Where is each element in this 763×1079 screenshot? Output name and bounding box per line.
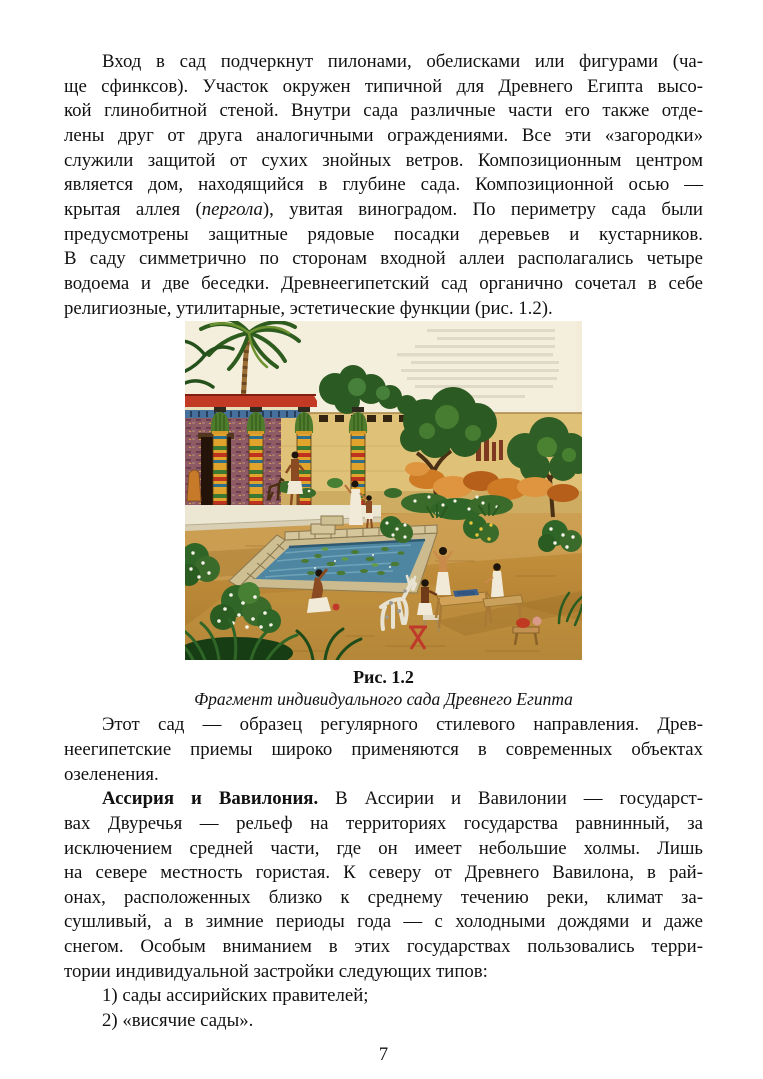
text-line: предусмотрены защитные рядовые посадки деревьев и кустарников. [64, 223, 703, 245]
column [211, 407, 229, 511]
column [247, 407, 265, 511]
text-line: является дом, находящийся в глубине сада. Композиционной осью — [64, 174, 703, 196]
text-line: неегипетские приемы широко применяются в современных объектах [64, 738, 703, 760]
figure [185, 321, 582, 710]
text-line: вах Двуречья — рельеф на территориях государства равнинный, за [64, 812, 703, 834]
text-line: В саду симметрично по сторонам входной аллеи располагались четыре [64, 248, 703, 270]
page-number: 7 [378, 1044, 389, 1065]
text-line: тории индивидуальной застройки следующих типов: [64, 960, 488, 982]
text-line: на севере местность гористая. К северу от Древнего Вавилона, в рай- [64, 862, 703, 884]
text-line: сушливый, а в зимние периоды года — с холодными дождями и даже [64, 911, 703, 933]
text-line: ще сфинксов). Участок окружен типичной для Древнего Египта высо- [64, 75, 703, 97]
text-line: озеленения. [64, 763, 159, 785]
text-line: онах, расположенных близко к среднему течению реки, климат за- [64, 886, 703, 908]
text-line: служили защитой от сухих знойных ветров. Композиционным центром [64, 149, 703, 171]
text-block-top [64, 50, 703, 321]
text-line: религиозные, утилитарные, эстетические функции (рис. 1.2). [64, 297, 553, 319]
text-line: крытая аллея (пергола), увитая виноградом. По периметру сада были [64, 198, 703, 220]
text-line: Ассирия и Вавилония. В Ассирии и Вавилонии — государст- [102, 788, 703, 810]
figure-caption: Фрагмент индивидуального сада Древнего Египта [194, 689, 573, 710]
red-pot [516, 618, 530, 628]
text-line: исключением средней части, где он имеет небольшие холмы. Лишь [64, 837, 703, 859]
statue [187, 470, 201, 501]
text-line: Этот сад — образец регулярного стилевого направления. Древ- [102, 714, 703, 736]
text-block-bottom [64, 713, 703, 1034]
text-line: Вход в сад подчеркнут пилонами, обелисками или фигурами (ча- [102, 51, 703, 72]
text-line: снегом. Особым вниманием в этих государствах пользовались терри- [64, 936, 703, 958]
figure-label: Рис. 1.2 [353, 667, 414, 688]
text-line: лены друг от друга аналогичными ограждениями. Все эти «загородки» [64, 124, 703, 146]
figure-image [185, 321, 582, 660]
frieze [185, 410, 301, 418]
text-line: кой глинобитной стеной. Внутри сада различные части его также отде- [64, 100, 703, 122]
text-line: 1) сады ассирийских правителей; [102, 985, 369, 1007]
text-line: водоема и две беседки. Древнеегипетский сад органично сочетал в себе [64, 272, 703, 294]
text-line: 2) «висячие сады». [102, 1010, 254, 1032]
red-ball [333, 604, 340, 611]
